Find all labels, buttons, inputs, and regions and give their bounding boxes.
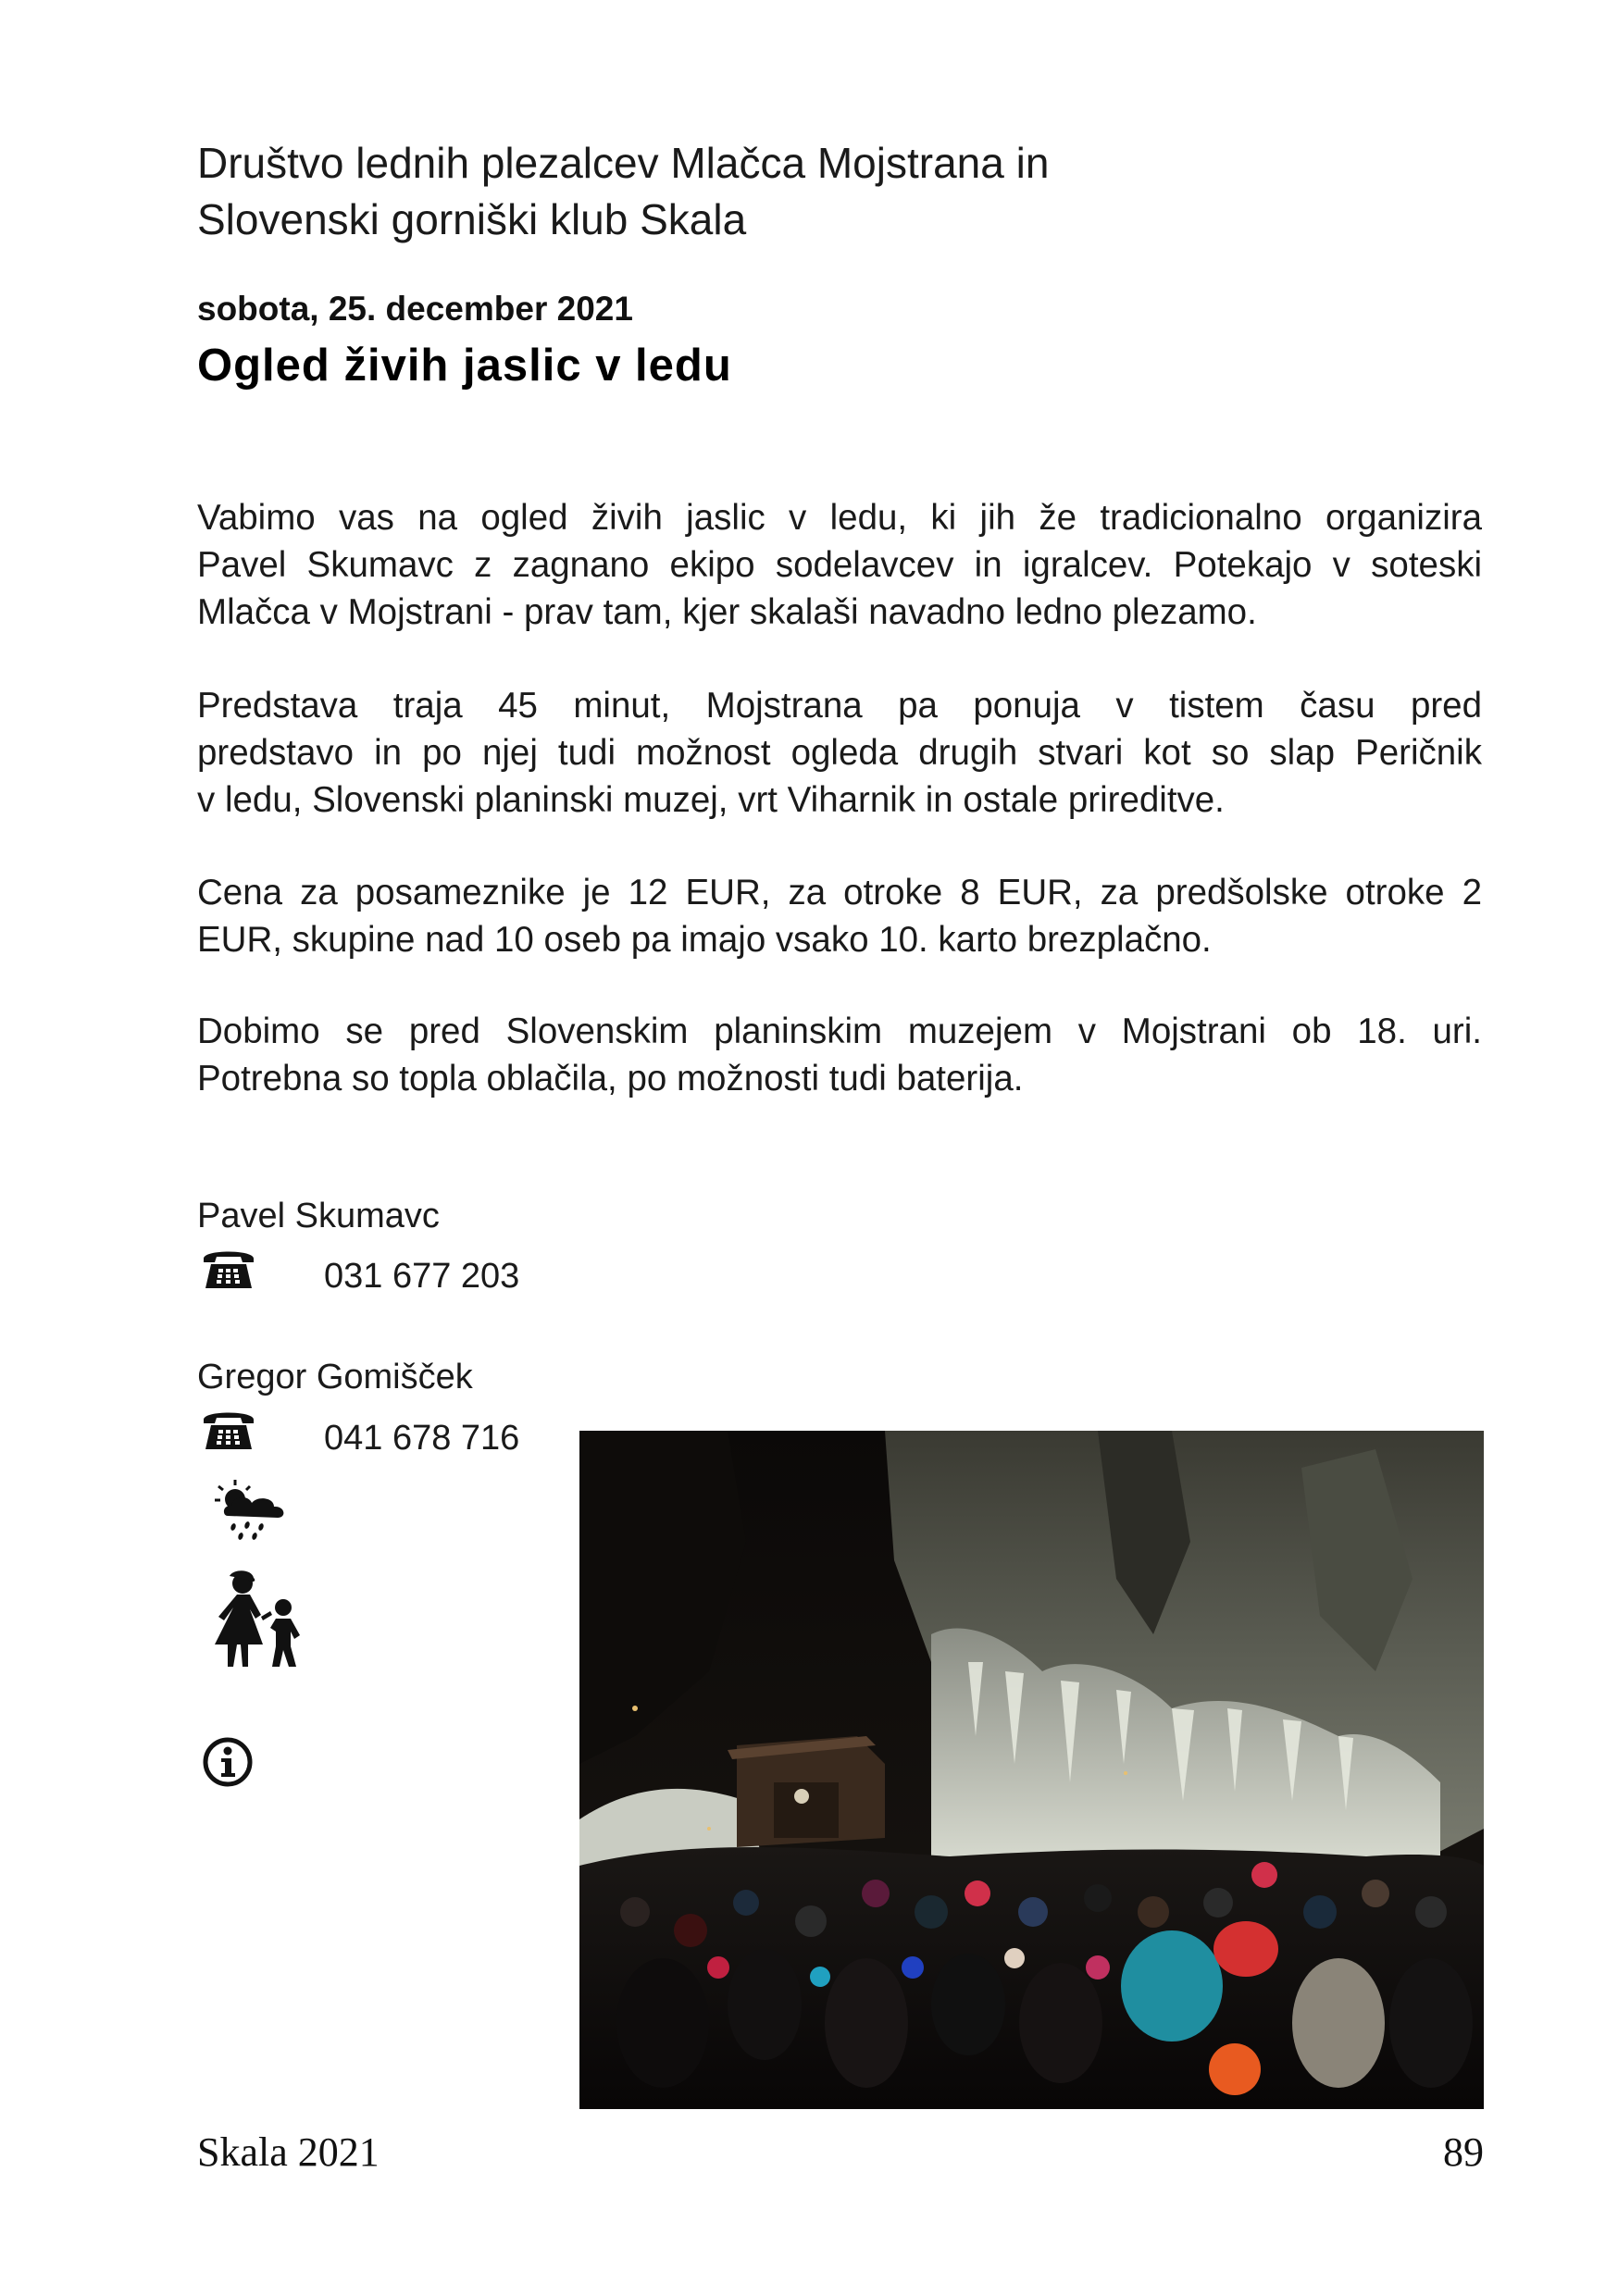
organizer-line-2: Slovenski gorniški klub Skala xyxy=(197,195,747,243)
organizer-heading xyxy=(197,135,1493,248)
contact-phone: 041 678 716 xyxy=(324,1419,520,1458)
paragraph-line: Pavel Skumavc z zagnano ekipo sodelavcev in igralcev. Potekajo v soteski xyxy=(197,545,1482,585)
contact-phone: 031 677 203 xyxy=(324,1257,520,1296)
event-date: sobota, 25. december 2021 xyxy=(197,290,633,328)
paragraph-line: Vabimo vas na ogled živih jaslic v ledu, ki jih že tradicionalno organizira xyxy=(197,498,1482,538)
event-title: Ogled živih jaslic v ledu xyxy=(197,341,732,391)
paragraph-show-info xyxy=(197,682,1482,824)
telephone-icon xyxy=(200,1246,257,1292)
paragraph-prices xyxy=(197,869,1482,963)
contact-name: Gregor Gomišček xyxy=(197,1358,473,1396)
paragraph-line: Potrebna so topla oblačila, po možnosti tudi baterija. xyxy=(197,1059,1024,1098)
paragraph-line: Predstava traja 45 minut, Mojstrana pa ponuja v tistem času pred xyxy=(197,686,1482,726)
weather-sun-cloud-rain-icon xyxy=(207,1477,292,1542)
info-circle-icon xyxy=(202,1736,254,1788)
footer-page-number: 89 xyxy=(1443,2129,1484,2175)
paragraph-invitation xyxy=(197,494,1482,636)
paragraph-line: Mlačca v Mojstrani - prav tam, kjer skalaši navadno ledno plezamo. xyxy=(197,592,1257,632)
paragraph-line: EUR, skupine nad 10 oseb pa imajo vsako 10. karto brezplačno. xyxy=(197,920,1212,960)
contact-name: Pavel Skumavc xyxy=(197,1197,440,1235)
paragraph-line: v ledu, Slovenski planinski muzej, vrt Viharnik in ostale prireditve. xyxy=(197,780,1225,820)
organizer-line-1: Društvo lednih plezalcev Mlačca Mojstrana in xyxy=(197,139,1050,187)
family-walking-icon xyxy=(196,1570,311,1669)
event-photo xyxy=(579,1431,1484,2109)
telephone-icon xyxy=(200,1407,257,1453)
paragraph-line: Dobimo se pred Slovenskim planinskim muzejem v Mojstrani ob 18. uri. xyxy=(197,1011,1482,1051)
paragraph-line: predstavo in po njej tudi možnost ogleda drugih stvari kot so slap Peričnik xyxy=(197,733,1482,773)
paragraph-meeting-point xyxy=(197,1008,1482,1102)
footer-publication: Skala 2021 xyxy=(197,2129,380,2175)
paragraph-line: Cena za posameznike je 12 EUR, za otroke 8 EUR, za predšolske otroke 2 xyxy=(197,873,1482,912)
